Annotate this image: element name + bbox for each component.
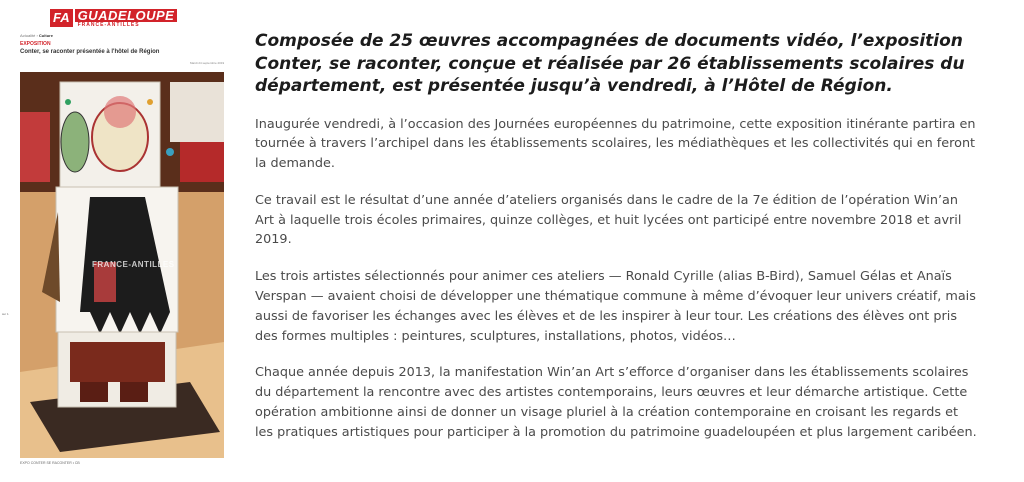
article-date: Mardi 24 septembre 2019 [190, 61, 225, 65]
photo-caption: EXPO CONTER SE RACONTER • CB [20, 461, 80, 465]
article-paragraph: Inaugurée vendredi, à l’occasion des Journées européennes du patrimoine, cette exposition itinérante partira en tournée à travers l’archipel dans les établissements scolaires, les médiathèques et les collectivités qui en feront la demande. [255, 116, 976, 172]
breadcrumb [20, 33, 53, 38]
article-title: Conter, se raconter présentée à l'hôtel de Région [20, 49, 160, 55]
photo-watermark: FRANCE-ANTILLES [92, 260, 175, 269]
brand-logo-sub: FRANCE-ANTILLES [77, 21, 140, 28]
brand-logo[interactable] [50, 8, 177, 28]
article-lead: Composée de 25 œuvres accompagnées de documents vidéo, l’exposition Conter, se raconter, conçue et réalisée par 26 établissements scolaires du département, est présentée jusqu’à vendredi, à l’Hôtel de Région. [255, 31, 965, 96]
article-body [255, 30, 980, 443]
breadcrumb-current[interactable]: Culture [38, 33, 53, 38]
article-header-column [0, 0, 240, 482]
article-paragraph: Les trois artistes sélectionnés pour animer ces ateliers — Ronald Cyrille (alias B-Bird), Samuel Gélas et Anaïs Verspan — avaient choisi de développer une thématique commune à même d’évoquer leur univers créatif, mais aussi de favoriser les échanges avec les élèves et de les inspirer à leur tour. Les créations des élèves ont pris des formes multiples : peintures, sculptures, installations, photos, vidéos… [255, 269, 976, 344]
article-paragraph: Ce travail est le résultat d’une année d’ateliers organisés dans le cadre de la 7e édition de l’opération Win’an Art à laquelle trois écoles primaires, quinze collèges, et huit lycées ont participé entre novembre 2018 et avril 2019. [255, 192, 962, 248]
section-kicker: EXPOSITION [20, 41, 51, 47]
breadcrumb-prefix[interactable]: Actualité › [20, 33, 38, 38]
article-photo [20, 72, 224, 458]
brand-logo-fa: FA [50, 9, 73, 27]
article-paragraph: Chaque année depuis 2013, la manifestation Win’an Art s’efforce d’organiser dans les établissements scolaires du département la rencontre avec des artistes contemporains, leurs œuvres et leur démarche artistique. Cette opération ambitionne ainsi de donner un visage pluriel à la création contemporaine en croisant les regards et les pratiques artistiques pour participer à la promotion du patrimoine guadeloupéen et plus largement caribéen. [255, 365, 977, 440]
brand-logo-name: GUADELOUPE [75, 9, 178, 22]
page-side-number: sur 1 [2, 312, 9, 316]
